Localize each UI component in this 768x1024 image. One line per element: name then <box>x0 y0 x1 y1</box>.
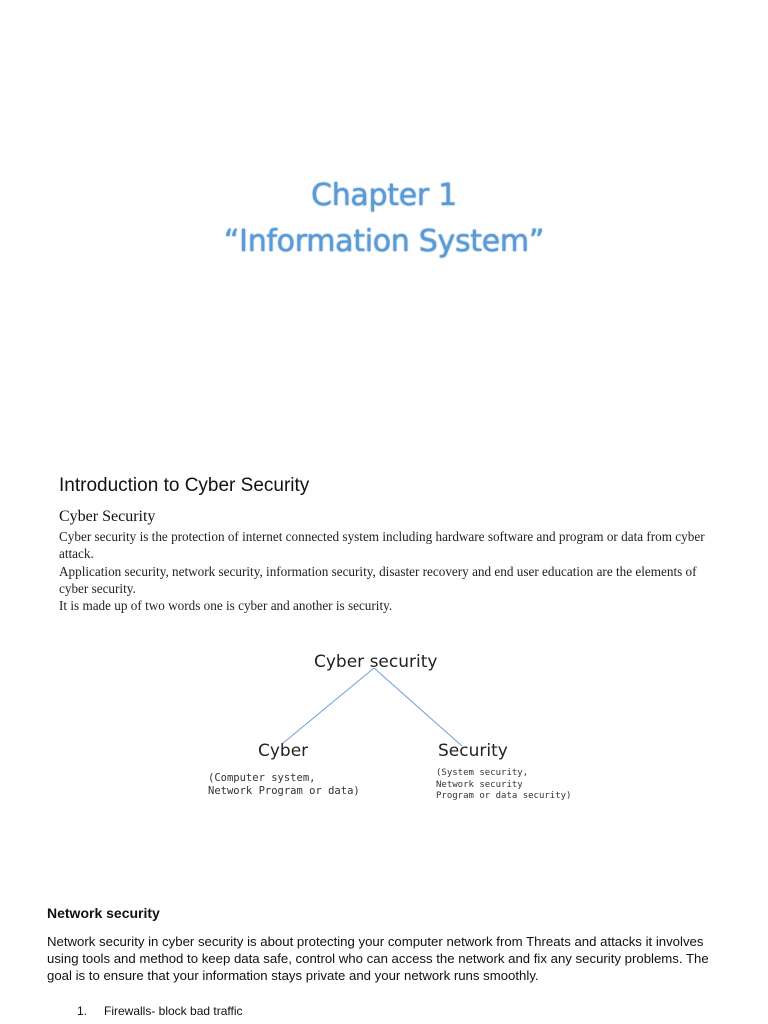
connector-line-right <box>374 668 462 746</box>
diagram-right-label: Security <box>438 741 508 761</box>
network-security-heading: Network security <box>47 905 160 921</box>
chapter-title: Chapter 1 <box>311 178 457 213</box>
diagram-right-note: (System security, Network security Program or data security) <box>436 768 572 801</box>
numbered-list <box>47 1004 737 1018</box>
paragraph-elements: Application security, network security, information security, disaster recovery and end user education are the elements of cyber security. <box>59 564 697 596</box>
diagram-left-note: (Computer system, Network Program or data) <box>208 772 360 797</box>
section-heading: Introduction to Cyber Security <box>59 475 310 496</box>
list-item-text: Firewalls- block bad traffic <box>104 1004 243 1018</box>
diagram-root-label: Cyber security <box>314 652 438 672</box>
paragraph-definition: Cyber security is the protection of internet connected system including hardware software and program or data from cyber attack. <box>59 529 705 561</box>
diagram-left-label: Cyber <box>258 741 309 761</box>
network-security-paragraph: Network security in cyber security is about protecting your computer network from Threats and attacks it involves using tools and method to keep data safe, control who can access the network and fix any security problems. The goal is to ensure that your information stays private and your network runs smoothly. <box>47 934 709 983</box>
connector-line-left <box>282 668 374 744</box>
list-item <box>47 1004 737 1018</box>
subsection-heading: Cyber Security <box>59 508 156 525</box>
chapter-subtitle: “Information System” <box>223 224 545 259</box>
list-item-number: 1. <box>77 1004 88 1018</box>
paragraph-words: It is made up of two words one is cyber and another is security. <box>59 598 393 613</box>
